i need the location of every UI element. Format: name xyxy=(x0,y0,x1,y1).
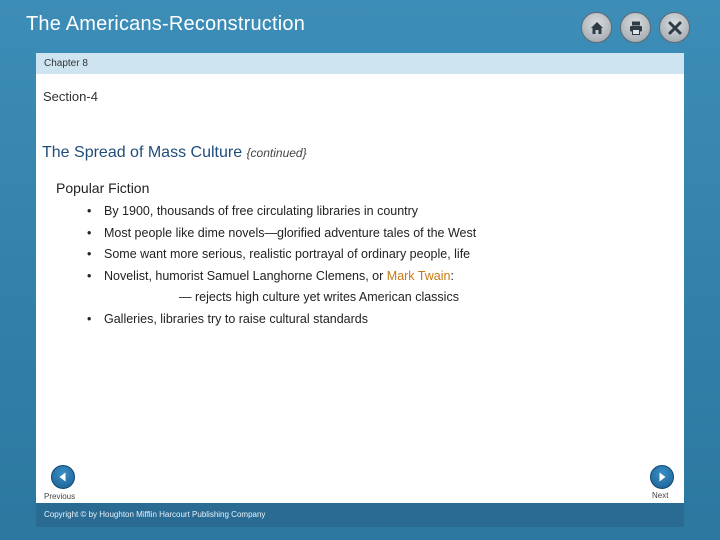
next-arrow-icon xyxy=(656,471,668,483)
bullet-dot: • xyxy=(87,268,92,283)
bullet-text: Some want more serious, realistic portrayal of ordinary people, life xyxy=(104,247,471,262)
previous-arrow-icon xyxy=(57,471,69,483)
bullet-dot: • xyxy=(87,204,92,218)
home-icon xyxy=(589,20,605,36)
heading-text: The Spread of Mass Culture xyxy=(42,144,243,161)
nav-icons xyxy=(581,12,690,43)
copyright-footer: Copyright © by Houghton Mifflin Harcourt Publishing Company xyxy=(36,503,684,527)
bullet-text: Novelist, humorist Samuel Langhorne Clemens, or xyxy=(104,268,387,283)
chapter-label: Chapter 8 xyxy=(36,53,684,74)
slide-heading xyxy=(42,144,307,162)
bullet-dot: • xyxy=(87,225,92,240)
print-button[interactable] xyxy=(620,12,651,43)
heading-note: {continued} xyxy=(246,146,307,160)
bullet-list xyxy=(84,201,476,331)
bullet-suffix: : xyxy=(450,268,454,283)
page-title: The Americans-Reconstruction xyxy=(26,13,306,35)
subheading: Popular Fiction xyxy=(56,180,150,196)
home-button[interactable] xyxy=(581,12,612,43)
close-icon xyxy=(667,20,683,36)
bullet-dot: • xyxy=(87,311,92,326)
bullet-dot: • xyxy=(87,247,92,262)
previous-label[interactable]: Previous xyxy=(44,492,76,501)
next-button[interactable] xyxy=(650,465,674,489)
list-item xyxy=(84,309,476,331)
section-label: Section-4 xyxy=(43,89,98,104)
list-item xyxy=(84,266,476,288)
bullet-text: Galleries, libraries try to raise cultural standards xyxy=(104,311,368,326)
bullet-text: Most people like dime novels—glorified adventure tales of the West xyxy=(104,225,477,240)
mark-twain-highlight: Mark Twain xyxy=(386,268,451,283)
next-label[interactable]: Next xyxy=(652,491,669,500)
print-icon xyxy=(628,20,644,36)
previous-button[interactable] xyxy=(51,465,75,489)
close-button[interactable] xyxy=(659,12,690,43)
list-item xyxy=(84,201,476,223)
content-panel xyxy=(36,53,684,527)
list-item xyxy=(84,223,476,245)
bullet-text: By 1900, thousands of free circulating libraries in country xyxy=(104,204,419,218)
list-item xyxy=(84,244,476,266)
sub-item: — rejects high culture yet writes American classics xyxy=(179,290,459,305)
